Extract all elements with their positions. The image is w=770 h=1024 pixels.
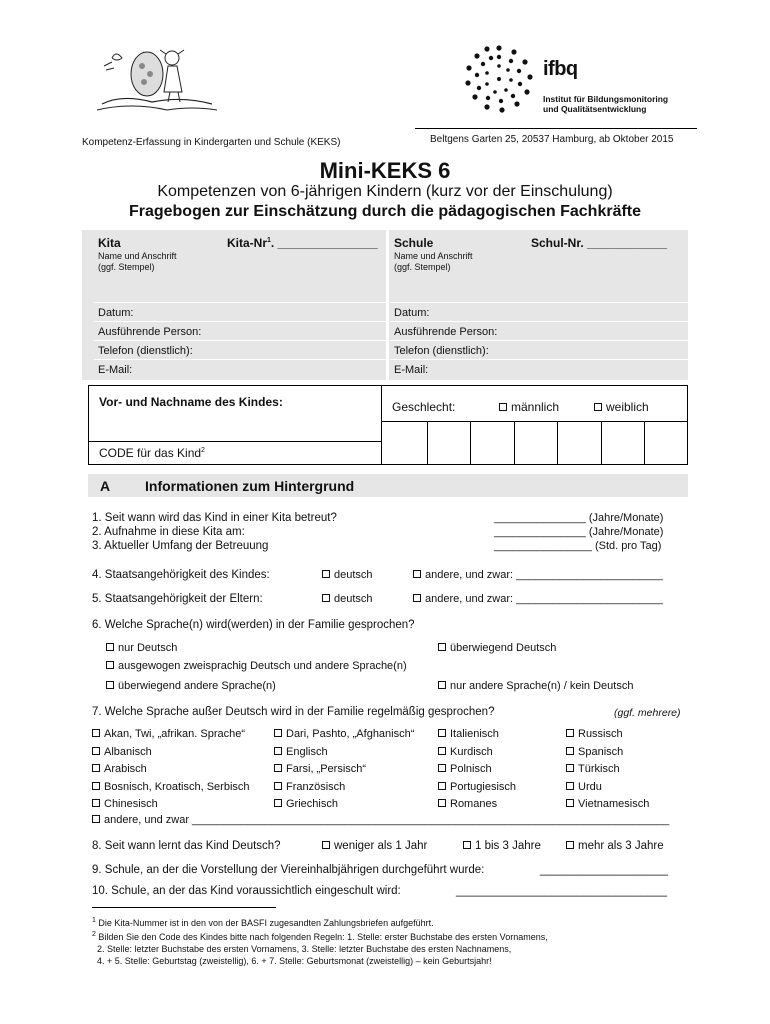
q1-answer[interactable]: _______________ (Jahre/Monate)	[494, 512, 664, 524]
q7-lang-option[interactable]	[92, 726, 250, 744]
q7-lang-option[interactable]	[92, 779, 250, 797]
q8-opt3-label: mehr als 3 Jahre	[578, 840, 664, 852]
footnote-1	[92, 915, 434, 929]
q7-text: 7. Welche Sprache außer Deutsch wird in der Familie regelmäßig gesprochen?	[92, 706, 495, 718]
checkbox-icon[interactable]	[274, 799, 282, 807]
checkbox-icon[interactable]	[438, 799, 446, 807]
q7-lang-label: Spanisch	[578, 745, 624, 758]
footnote-rule	[92, 907, 276, 908]
checkbox-icon[interactable]	[413, 594, 421, 602]
q6-opt1[interactable]	[106, 642, 177, 654]
footnote-2-text-c: 4. + 5. Stelle: Geburtstag (zweistellig), 6. + 7. Stelle: Geburtsmonat (zweistellig) – kein Geburtsjahr!	[97, 956, 492, 966]
q7-lang-option[interactable]	[566, 726, 649, 744]
q9-text: 9. Schule, an der die Vorstellung der Viereinhalbjährigen durchgeführt wurde:	[92, 864, 485, 876]
q7-lang-label: Albanisch	[104, 745, 152, 758]
q7-lang-label: Bosnisch, Kroatisch, Serbisch	[104, 780, 250, 793]
checkbox-icon[interactable]	[413, 570, 421, 578]
q4-opt-andere-label: andere, und zwar: ________________________	[425, 569, 663, 581]
q6-opt3[interactable]	[106, 660, 407, 672]
schule-email-field[interactable]: E-Mail:	[390, 359, 688, 379]
q7-lang-option[interactable]	[274, 744, 414, 762]
gender-male-label: männlich	[511, 400, 560, 414]
q7-lang-label: Russisch	[578, 728, 623, 740]
code-cell-divider	[644, 421, 645, 465]
checkbox-icon[interactable]	[92, 782, 100, 790]
q7-lang-option[interactable]	[438, 779, 516, 797]
q8-text: 8. Seit wann lernt das Kind Deutsch?	[92, 840, 281, 852]
q5-opt-andere-label: andere, und zwar: ________________________	[425, 593, 663, 605]
q7-lang-label: Arabisch	[104, 763, 147, 775]
checkbox-icon[interactable]	[438, 764, 446, 772]
q8-opt1[interactable]	[322, 840, 427, 852]
code-label	[99, 446, 205, 460]
kita-label: Kita	[98, 236, 121, 250]
schule-label: Schule	[394, 236, 434, 250]
footnote-2	[92, 929, 548, 967]
kita-address-hint	[98, 251, 177, 273]
q2-text: 2. Aufnahme in diese Kita am:	[92, 526, 245, 538]
footnote-2-text-b: 2. Stelle: letzter Buchstabe des ersten Vornamens, 3. Stelle: letzter Buchstabe des ersten Nachnamens,	[97, 944, 512, 954]
header-rule	[415, 128, 697, 129]
q7-lang-option[interactable]	[92, 744, 250, 762]
q7-lang-option[interactable]	[274, 796, 414, 814]
schule-telefon-field[interactable]: Telefon (dienstlich):	[390, 340, 688, 360]
page-subtitle: Kompetenzen von 6-jährigen Kindern (kurz vor der Einschulung)	[157, 183, 613, 200]
q7-lang-label: Englisch	[286, 745, 328, 758]
checkbox-icon[interactable]	[274, 747, 282, 755]
q7-lang-option[interactable]	[566, 761, 649, 779]
checkbox-icon[interactable]	[274, 764, 282, 772]
section-a-header	[88, 474, 688, 497]
footnote-1-sup: 1	[92, 917, 96, 924]
ifbq-logo-mark	[458, 40, 540, 118]
checkbox-icon[interactable]	[438, 747, 446, 755]
kita-address-line2: (ggf. Stempel)	[98, 262, 155, 272]
q5-opt-deutsch[interactable]	[322, 593, 373, 605]
checkbox-icon[interactable]	[92, 764, 100, 772]
q9-input[interactable]: ____________________	[540, 864, 668, 876]
checkbox-icon[interactable]	[463, 841, 471, 849]
q7-lang-option[interactable]	[274, 761, 414, 779]
checkbox-icon[interactable]	[92, 747, 100, 755]
checkbox-icon[interactable]	[322, 570, 330, 578]
q4-opt-deutsch-label: deutsch	[334, 569, 373, 581]
checkbox-icon[interactable]	[438, 729, 446, 737]
q8-opt3[interactable]	[566, 840, 664, 852]
checkbox-icon[interactable]	[566, 747, 574, 755]
schule-address-line2: (ggf. Stempel)	[394, 262, 451, 272]
ifbq-subtitle	[543, 94, 668, 114]
child-name-label: Vor- und Nachname des Kindes:	[99, 395, 283, 409]
q7-lang-label: Akan, Twi, „afrikan. Sprache“	[104, 728, 246, 740]
footnote-2-sup: 2	[92, 931, 96, 938]
schule-person-field[interactable]: Ausführende Person:	[390, 321, 688, 341]
schule-datum-field[interactable]: Datum:	[390, 302, 688, 322]
q7-lang-label: Farsi, „Persisch“	[286, 763, 367, 775]
ifbq-subtitle-line1: Institut für Bildungsmonitoring	[543, 94, 669, 104]
checkbox-icon[interactable]	[438, 643, 446, 651]
ifbq-logo-text: ifbq	[543, 58, 578, 80]
checkbox-icon[interactable]	[274, 782, 282, 790]
q6-opt5[interactable]	[438, 680, 633, 692]
q7-col4	[566, 726, 649, 814]
schule-address-line1: Name und Anschrift	[394, 251, 473, 261]
code-label-sup: 2	[201, 447, 205, 454]
q7-lang-option[interactable]	[566, 744, 649, 762]
q6-opt4[interactable]	[106, 680, 276, 692]
q7-lang-label: Italienisch	[450, 728, 499, 740]
q7-lang-label: Kurdisch	[450, 745, 493, 758]
kita-email-field[interactable]: E-Mail:	[94, 359, 386, 379]
children-illustration	[92, 44, 222, 116]
q4-text: 4. Staatsangehörigkeit des Kindes:	[92, 569, 270, 581]
checkbox-icon[interactable]	[438, 681, 446, 689]
q3-answer[interactable]: ________________ (Std. pro Tag)	[494, 540, 662, 552]
q7-lang-label: Griechisch	[286, 798, 338, 810]
q7-lang-label: Portugiesisch	[450, 780, 517, 793]
q7-lang-label: Urdu	[578, 780, 602, 793]
q7-lang-option[interactable]	[438, 761, 516, 779]
q4-opt-deutsch[interactable]	[322, 569, 373, 581]
code-cells[interactable]	[381, 421, 688, 465]
q10-input[interactable]: _________________________________	[456, 885, 668, 897]
section-a-letter: A	[100, 478, 111, 494]
kita-nr-text: Kita-Nr	[227, 236, 268, 250]
q8-opt1-label: weniger als 1 Jahr	[334, 840, 428, 852]
q7-lang-option[interactable]	[274, 726, 414, 744]
q7-lang-label: Dari, Pashto, „Afghanisch“	[286, 728, 415, 740]
page-title: Mini-KEKS 6	[319, 158, 451, 183]
gender-female-label: weiblich	[606, 400, 649, 414]
kita-nr-sup: 1	[267, 237, 271, 244]
q7-lang-label: Vietnamesisch	[578, 798, 650, 810]
checkbox-icon[interactable]	[106, 643, 114, 651]
code-hline	[88, 441, 381, 442]
q7-lang-option[interactable]	[438, 726, 516, 744]
q5-text: 5. Staatsangehörigkeit der Eltern:	[92, 593, 263, 605]
code-label-text: CODE für das Kind	[99, 446, 202, 460]
footnote-1-text: Die Kita-Nummer ist in den von der BASFI zugesandten Zahlungsbriefen aufgeführt.	[98, 918, 434, 928]
q7-lang-label: Chinesisch	[104, 798, 158, 810]
checkbox-icon[interactable]	[566, 764, 574, 772]
q7-lang-option[interactable]	[438, 796, 516, 814]
q7-lang-label: Türkisch	[578, 763, 620, 775]
checkbox-icon[interactable]	[566, 841, 574, 849]
q7-other[interactable]	[92, 814, 688, 826]
q5-opt-deutsch-label: deutsch	[334, 593, 373, 605]
q7-note: (ggf. mehrere)	[614, 707, 681, 719]
q10-text: 10. Schule, an der das Kind voraussichtlich eingeschult wird:	[92, 885, 401, 897]
checkbox-icon[interactable]	[322, 594, 330, 602]
q6-text: 6. Welche Sprache(n) wird(werden) in der Familie gesprochen?	[92, 619, 415, 631]
kita-address-line1: Name und Anschrift	[98, 251, 177, 261]
gender-male-option[interactable]	[499, 400, 559, 414]
q7-lang-option[interactable]	[92, 796, 250, 814]
q4-opt-andere[interactable]	[413, 569, 663, 581]
q6-opt4-label: überwiegend andere Sprache(n)	[118, 680, 276, 692]
q6-opt2[interactable]	[438, 642, 556, 654]
q7-lang-option[interactable]	[438, 744, 516, 762]
page-subtitle-bold: Fragebogen zur Einschätzung durch die pädagogischen Fachkräfte	[128, 203, 642, 220]
ifbq-subtitle-line2: und Qualitätsentwicklung	[543, 104, 647, 114]
checkbox-icon[interactable]	[92, 815, 100, 823]
header-left-caption: Kompetenz-Erfassung in Kindergarten und Schule (KEKS)	[82, 137, 341, 148]
q6-opt3-label: ausgewogen zweisprachig Deutsch und andere Sprache(n)	[118, 660, 407, 672]
section-a-title: Informationen zum Hintergrund	[145, 478, 355, 494]
header-right-caption: Beltgens Garten 25, 20537 Hamburg, ab Oktober 2015	[430, 134, 674, 145]
q7-other-label: andere, und zwar ______________________________________________________________________________	[104, 814, 670, 826]
checkbox-icon[interactable]	[106, 661, 114, 669]
gender-female-option[interactable]	[594, 400, 649, 414]
code-cell-divider	[514, 421, 515, 465]
q7-lang-label: Französisch	[286, 780, 346, 793]
child-name-input[interactable]	[95, 412, 375, 438]
code-cell-divider	[470, 421, 471, 465]
q6-opt5-label: nur andere Sprache(n) / kein Deutsch	[450, 680, 634, 692]
q6-opt1-label: nur Deutsch	[118, 642, 178, 654]
kita-person-field[interactable]: Ausführende Person:	[94, 321, 386, 341]
kita-box	[82, 230, 386, 380]
q7-lang-option[interactable]	[274, 779, 414, 797]
schule-address-hint	[394, 251, 473, 273]
q7-lang-option[interactable]	[566, 796, 649, 814]
checkbox-icon[interactable]	[322, 841, 330, 849]
q7-lang-option[interactable]	[566, 779, 649, 797]
q6-opt2-label: überwiegend Deutsch	[450, 642, 557, 654]
checkbox-icon[interactable]	[566, 782, 574, 790]
q8-opt2-label: 1 bis 3 Jahre	[475, 840, 541, 852]
checkbox-icon[interactable]	[106, 681, 114, 689]
checkbox-icon[interactable]	[566, 799, 574, 807]
q1-text: 1. Seit wann wird das Kind in einer Kita betreut?	[92, 512, 337, 524]
q7-lang-label: Romanes	[450, 798, 498, 810]
q5-opt-andere[interactable]	[413, 593, 663, 605]
kita-telefon-field[interactable]: Telefon (dienstlich):	[94, 340, 386, 360]
q2-answer[interactable]: _______________ (Jahre/Monate)	[494, 526, 664, 538]
checkbox-icon[interactable]	[438, 782, 446, 790]
checkbox-icon[interactable]	[274, 729, 282, 737]
q7-lang-label: Polnisch	[450, 763, 492, 775]
code-cell-divider	[601, 421, 602, 465]
q7-lang-option[interactable]	[92, 761, 250, 779]
footnote-2-text-a: Bilden Sie den Code des Kindes bitte nach folgenden Regeln: 1. Stelle: erster Buchstabe des ersten Vornamens,	[98, 932, 548, 942]
q7-col2	[274, 726, 414, 814]
q3-text: 3. Aktueller Umfang der Betreuung	[92, 540, 269, 552]
gender-female-checkbox[interactable]	[594, 403, 602, 411]
code-cell-divider	[557, 421, 558, 465]
code-cell-divider	[427, 421, 428, 465]
kita-nr-line: . _______________	[270, 236, 378, 250]
checkbox-icon[interactable]	[92, 729, 100, 737]
gender-male-checkbox[interactable]	[499, 403, 507, 411]
schule-box	[389, 230, 688, 380]
checkbox-icon[interactable]	[566, 729, 574, 737]
schule-nr-label: Schul-Nr. ____________	[531, 236, 668, 250]
kita-nr-label	[227, 236, 378, 250]
q8-opt2[interactable]	[463, 840, 541, 852]
q7-col1	[92, 726, 250, 814]
checkbox-icon[interactable]	[92, 799, 100, 807]
gender-label: Geschlecht:	[392, 400, 456, 414]
q7-col3	[438, 726, 516, 814]
kita-datum-field[interactable]: Datum:	[94, 302, 386, 322]
